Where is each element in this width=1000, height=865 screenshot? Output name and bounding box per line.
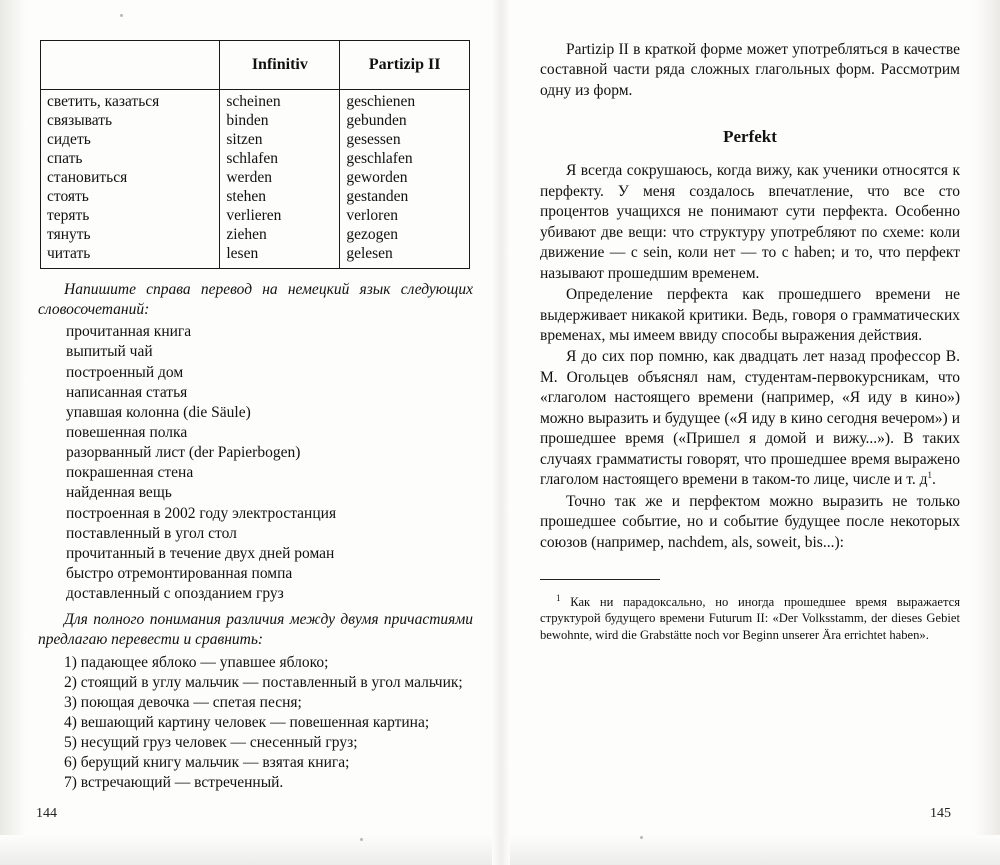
- cell-infinitiv: verlieren: [220, 207, 340, 226]
- table-row: [41, 226, 470, 245]
- list-item: прочитанная книга: [66, 323, 192, 341]
- cell-infinitiv: schlafen: [220, 150, 340, 169]
- list-item: покрашенная стена: [66, 464, 194, 482]
- exercise-2-instruction: Для полного понимания различия между двумя причастиями предлагаю перевести и сравнить:: [38, 611, 473, 649]
- list-item: построенный дом: [66, 363, 184, 381]
- list-item: поставленный в угол стол: [66, 524, 237, 542]
- scan-speck: [360, 838, 363, 841]
- list-item: 3) поющая девочка — спетая песня;: [64, 693, 302, 711]
- list-item: выпитый чай: [66, 343, 153, 361]
- page-number-right: 145: [930, 806, 951, 821]
- list-item: упавшая колонна (die Säule): [66, 403, 251, 421]
- scan-speck: [640, 836, 643, 839]
- body-paragraph-with-footnote: Я до сих пор помню, как двадцать лет назад профессор В. М. Огольцев объяснял нам, студентам-первокурсникам, что «глаголом настоящего времени (например, «Я иду в кино») можно выразить и будущее («Я иду в кино сегодня вечером») и прошедшее время («Пришел я домой и вижу...»). В таких случаях грамматисты говорят, что прошедшее время выражено глаголом настоящего времени в таком-то лице, числе и т. д$^1$.: [540, 348, 960, 489]
- footnote-divider: [540, 579, 660, 580]
- cell-infinitiv: ziehen: [220, 226, 340, 245]
- cell-partizip: gelesen: [340, 245, 470, 269]
- cell-partizip: geworden: [340, 169, 470, 188]
- scan-speck: [120, 14, 123, 17]
- list-item: разорванный лист (der Papierbogen): [66, 444, 301, 462]
- footnote-text: [540, 593, 960, 643]
- table-header-partizip: Partizip II: [340, 41, 470, 90]
- list-item: построенная в 2002 году электростанция: [66, 504, 337, 522]
- list-item: повешенная полка: [66, 423, 188, 441]
- list-item: прочитанный в течение двух дней роман: [66, 544, 335, 562]
- exercise-2-list: [38, 653, 473, 794]
- cell-russian: тянуть: [41, 226, 220, 245]
- body-paragraph: Точно так же и перфектом можно выразить не только прошедшее событие, но и событие будущее после некоторых союзов (например, nachdem, als, soweit, bis...):: [540, 492, 960, 551]
- scan-edge-right: [974, 0, 1000, 865]
- cell-partizip: gesessen: [340, 131, 470, 150]
- cell-russian: сидеть: [41, 131, 220, 150]
- right-page-column: [540, 40, 960, 656]
- cell-partizip: gebunden: [340, 112, 470, 131]
- table-head: [41, 41, 470, 90]
- table-header-infinitiv: Infinitiv: [220, 41, 340, 90]
- list-item: 5) несущий груз человек — снесенный груз;: [64, 734, 358, 752]
- footnote-number: 1: [556, 592, 561, 603]
- book-gutter: [492, 0, 510, 865]
- table-row: [41, 245, 470, 269]
- table-row: [41, 90, 470, 113]
- scan-edge-left: [0, 0, 26, 865]
- paragraph-text: Я до сих пор помню, как двадцать лет назад профессор В. М. Огольцев объяснял нам, студентам-первокурсникам, что «глаголом настоящего времени (например, «Я иду в кино») можно выразить и будущее («Я иду в кино сегодня вечером») и прошедшее время («Пришел я домой и вижу...»). В таких случаях грамматисты говорят, что прошедшее время выражено глаголом настоящего времени в таком-то лице, числе и т. д: [540, 348, 960, 489]
- table-row: [41, 188, 470, 207]
- list-item: найденная вещь: [66, 484, 172, 502]
- table-row: [41, 150, 470, 169]
- cell-partizip: gestanden: [340, 188, 470, 207]
- cell-infinitiv: werden: [220, 169, 340, 188]
- table-row: [41, 207, 470, 226]
- page-number-left: 144: [36, 806, 57, 821]
- cell-russian: связывать: [41, 112, 220, 131]
- cell-infinitiv: lesen: [220, 245, 340, 269]
- list-item: доставленный с опозданием груз: [66, 585, 284, 603]
- table-row: [41, 169, 470, 188]
- cell-russian: становиться: [41, 169, 220, 188]
- cell-infinitiv: sitzen: [220, 131, 340, 150]
- table-row: [41, 112, 470, 131]
- footnote-body: Как ни парадоксально, но иногда прошедшее время выражается структурой будущего времени Futurum II: «Der Volksstamm, der dieses Gebiet bewohnte, wird die Grabstätte noch vor Beginn unserer Ära errichtet haben».: [540, 594, 960, 642]
- section-heading-perfekt: Perfekt: [723, 127, 777, 147]
- cell-russian: спать: [41, 150, 220, 169]
- list-item: 7) встречающий — встреченный.: [64, 774, 284, 792]
- verb-forms-table: [40, 40, 470, 269]
- list-item: 6) берущий книгу мальчик — взятая книга;: [64, 754, 350, 772]
- table-header-russian: [41, 41, 220, 90]
- exercise-1-instruction: Напишите справа перевод на немецкий язык следующих словосочетаний:: [38, 281, 473, 319]
- cell-russian: светить, казаться: [41, 90, 220, 113]
- cell-partizip: verloren: [340, 207, 470, 226]
- list-item: написанная статья: [66, 383, 188, 401]
- cell-russian: терять: [41, 207, 220, 226]
- cell-infinitiv: scheinen: [220, 90, 340, 113]
- body-paragraph: Определение перфекта как прошедшего времени не выдерживает никакой критики. Ведь, говоря о грамматических временах, мы имеем ввиду способы выражения действия.: [540, 286, 960, 344]
- table-row: [41, 131, 470, 150]
- cell-russian: читать: [41, 245, 220, 269]
- exercise-1-list: [38, 322, 473, 604]
- table-body: [41, 90, 470, 269]
- cell-russian: стоять: [41, 188, 220, 207]
- list-item: 2) стоящий в углу мальчик — поставленный в угол мальчик;: [64, 673, 463, 691]
- cell-infinitiv: stehen: [220, 188, 340, 207]
- list-item: 1) падающее яблоко — упавшее яблоко;: [64, 653, 329, 671]
- footnote-marker: 1: [927, 470, 933, 481]
- list-item: 4) вешающий картину человек — повешенная картина;: [64, 713, 430, 731]
- intro-paragraph: Partizip II в краткой форме может употребляться в качестве составной части ряда сложных глагольных форм. Рассмотрим одну из форм.: [540, 41, 960, 99]
- left-page-column: [38, 40, 473, 794]
- table-header-row: [41, 41, 470, 90]
- cell-partizip: geschienen: [340, 90, 470, 113]
- cell-partizip: gezogen: [340, 226, 470, 245]
- cell-partizip: geschlafen: [340, 150, 470, 169]
- body-paragraph: Я всегда сокрушаюсь, когда вижу, как ученики относятся к перфекту. У меня создалось впечатление, что все сто процентов учащихся не понимают сути перфекта. Особенно убивают две вещи: что структуру употребляют по схеме: коли движение — с sein, коли нет — то с haben; и то, что перфект называют прошедшим временем.: [540, 162, 960, 282]
- cell-infinitiv: binden: [220, 112, 340, 131]
- list-item: быстро отремонтированная помпа: [66, 564, 293, 582]
